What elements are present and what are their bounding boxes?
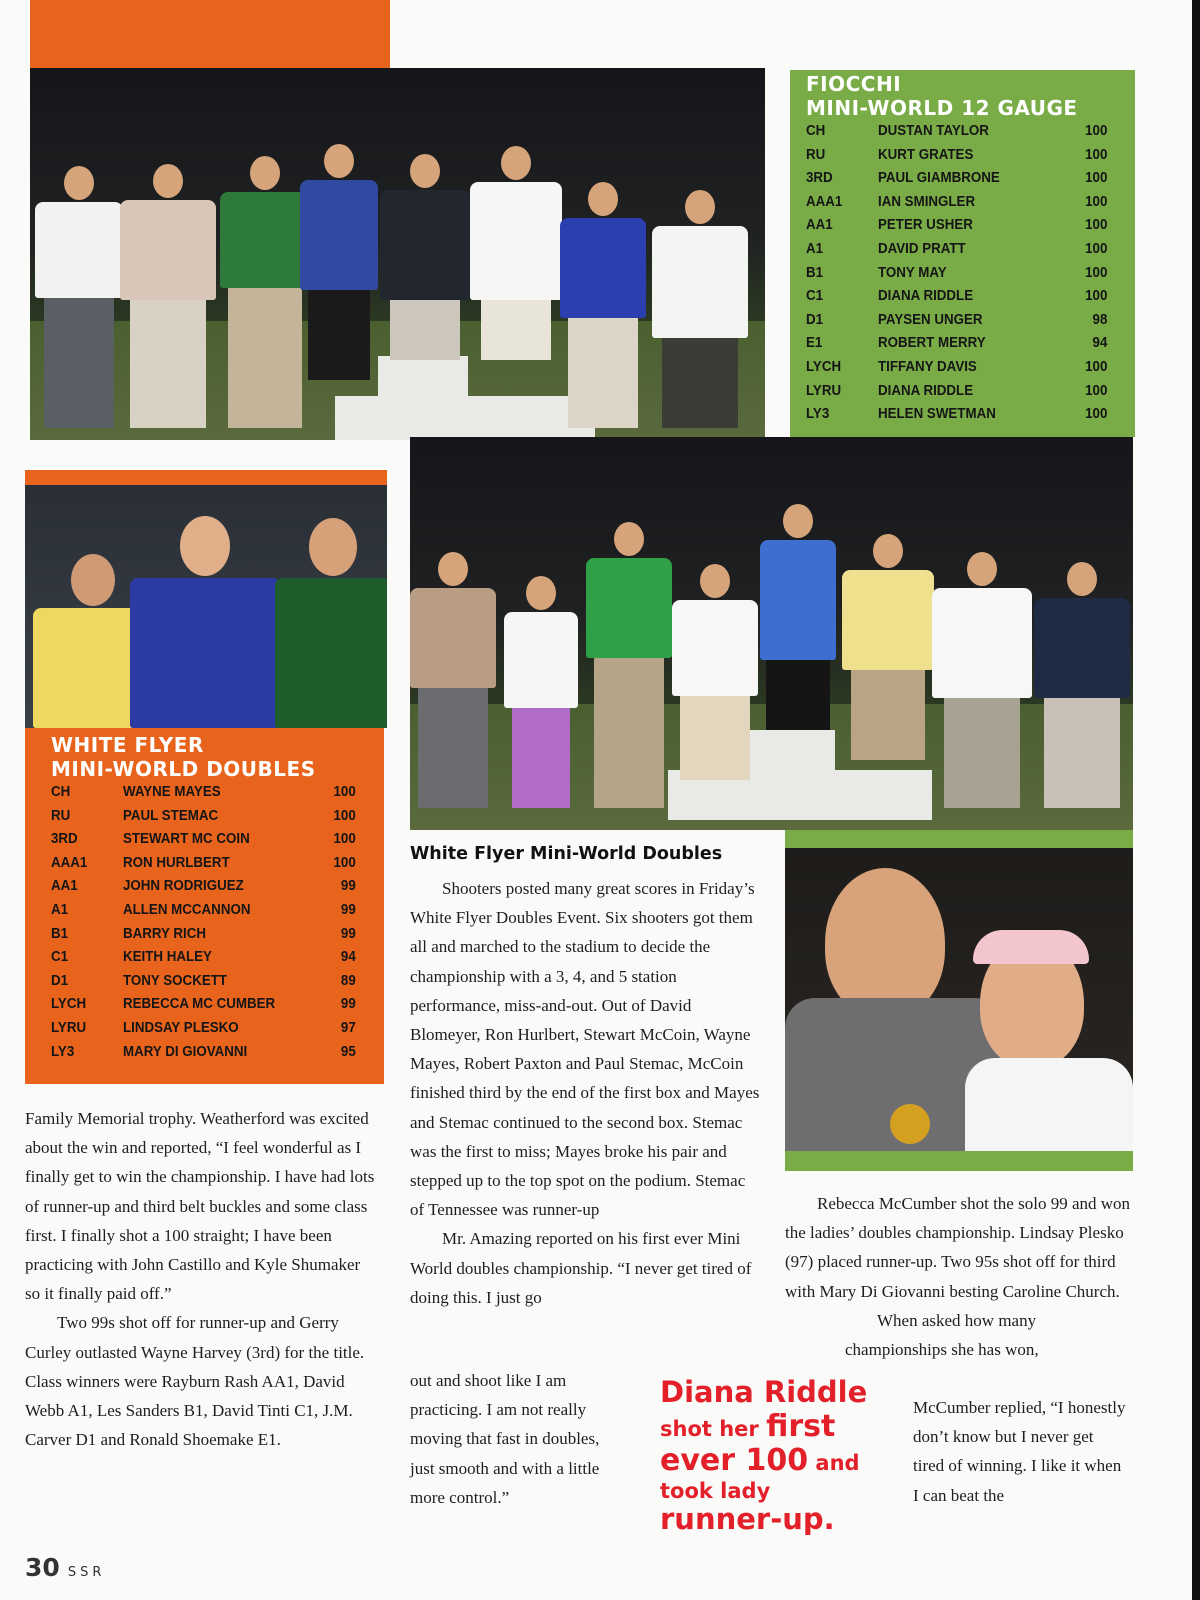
result-row: [51, 781, 356, 805]
person: [220, 156, 310, 428]
page-footer: [25, 1553, 105, 1582]
pullquote-line3b: and: [808, 1451, 860, 1476]
result-row: [51, 1041, 356, 1065]
fiocchi-title-line1: FIOCCHI: [806, 72, 902, 96]
pullquote-line5: runner-up.: [660, 1502, 835, 1537]
photo-ladies-winners: [25, 485, 387, 728]
result-score: 100: [1084, 288, 1107, 305]
person: [965, 1058, 1133, 1151]
result-name: PAUL GIAMBRONE: [878, 170, 1000, 187]
photo-riddle-bottom-strip: [785, 1151, 1133, 1171]
result-class: D1: [806, 311, 824, 328]
result-class: AA1: [806, 217, 833, 234]
result-class: RU: [806, 146, 826, 163]
result-name: LINDSAY PLESKO: [123, 1019, 239, 1036]
result-class: D1: [51, 972, 69, 989]
pullquote-line4: took lady: [660, 1478, 771, 1503]
result-score: 100: [333, 854, 356, 871]
result-score: 100: [1084, 358, 1107, 375]
left-paragraph-2: Two 99s shot off for runner-up and Gerry Curley outlasted Wayne Harvey (3rd) for the title. Class winners were Rayburn Rash AA1, David Webb A1, Les Sanders B1, David Tinti C1, J.M. Carver D1 and Ronald Shoemake E1.: [25, 1313, 365, 1450]
result-name: PETER USHER: [878, 217, 973, 234]
result-score: 100: [1084, 193, 1107, 210]
result-row: [806, 238, 1107, 262]
fiocchi-results-box: [790, 70, 1135, 437]
article-headline: White Flyer Mini-World Doubles: [410, 844, 723, 864]
result-row: [51, 1017, 356, 1041]
result-score: 100: [1084, 123, 1107, 139]
result-name: STEWART MC COIN: [123, 831, 250, 848]
result-score: 100: [1084, 217, 1107, 234]
result-row: [806, 332, 1107, 356]
gold-medal: [890, 1104, 930, 1144]
person: [380, 154, 470, 360]
result-score: 100: [333, 831, 356, 848]
result-class: E1: [806, 335, 823, 352]
result-class: A1: [806, 240, 824, 257]
result-name: TIFFANY DAVIS: [878, 358, 977, 375]
result-class: LYCH: [806, 358, 842, 375]
result-row: [806, 214, 1107, 238]
magazine-name: SSR: [67, 1565, 106, 1580]
pullquote-line3a: ever 100: [660, 1443, 809, 1479]
result-score: 95: [341, 1043, 356, 1060]
result-score: 99: [341, 925, 356, 942]
result-class: LYCH: [51, 996, 87, 1013]
podium-top: [378, 356, 468, 396]
result-row: [51, 970, 356, 994]
result-row: [806, 262, 1107, 286]
podium: [335, 396, 595, 440]
article-right-column: [785, 1189, 1133, 1364]
result-score: 94: [341, 949, 356, 966]
fiocchi-title-line2: MINI-WORLD 12 GAUGE: [806, 96, 1078, 120]
pullquote-line2b: first: [766, 1409, 836, 1445]
result-name: PAUL STEMAC: [123, 807, 219, 824]
result-name: WAYNE MAYES: [123, 784, 221, 800]
photo-riddle-mccumber: [785, 848, 1133, 1151]
result-name: DIANA RIDDLE: [878, 382, 974, 399]
result-score: 100: [1084, 406, 1107, 423]
result-row: [51, 805, 356, 829]
result-name: KURT GRATES: [878, 146, 974, 163]
white-flyer-results-table: [51, 781, 356, 1064]
result-row: [51, 852, 356, 876]
person: [35, 166, 123, 428]
result-name: DAVID PRATT: [878, 240, 966, 257]
person: [1034, 562, 1130, 808]
result-class: LY3: [806, 406, 830, 423]
result-class: LY3: [51, 1043, 75, 1060]
result-row: [51, 899, 356, 923]
result-row: [806, 403, 1107, 427]
person: [842, 534, 934, 760]
result-score: 89: [341, 972, 356, 989]
result-score: 100: [1084, 264, 1107, 281]
result-name: DIANA RIDDLE: [878, 288, 974, 305]
result-score: 98: [1092, 311, 1107, 328]
result-class: LYRU: [51, 1019, 87, 1036]
result-row: [806, 167, 1107, 191]
middle-paragraph-2: Mr. Amazing reported on his first ever Mini World doubles championship. “I never get tired of doing this. I just go: [410, 1229, 752, 1307]
white-flyer-title-line1: WHITE FLYER: [51, 733, 204, 757]
result-name: DUSTAN TAYLOR: [878, 123, 989, 139]
article-middle-column-cont: [410, 1366, 620, 1512]
result-score: 94: [1092, 335, 1107, 352]
pullquote-line2a: shot her: [660, 1417, 767, 1442]
person: [470, 146, 562, 360]
result-name: JOHN RODRIGUEZ: [123, 878, 244, 895]
result-class: A1: [51, 901, 69, 918]
result-name: KEITH HALEY: [123, 949, 212, 966]
article-right-column-cont: [913, 1393, 1128, 1510]
result-class: CH: [51, 784, 71, 800]
result-name: TONY MAY: [878, 264, 947, 281]
result-row: [51, 993, 356, 1017]
person: [504, 576, 578, 808]
person: [825, 868, 945, 1018]
result-row: [806, 144, 1107, 168]
visor: [973, 930, 1089, 964]
result-name: HELEN SWETMAN: [878, 406, 996, 423]
photo-ladies-top-strip: [25, 470, 387, 485]
pullquote: [660, 1376, 900, 1536]
white-flyer-title-line2: MINI-WORLD DOUBLES: [51, 757, 316, 781]
page-number: 30: [25, 1553, 60, 1582]
person: [120, 164, 216, 428]
result-class: CH: [806, 123, 826, 139]
result-name: RON HURLBERT: [123, 854, 230, 871]
result-score: 99: [341, 996, 356, 1013]
right-paragraph-1: Rebecca McCumber shot the solo 99 and won the ladies’ doubles championship. Lindsay Plesko (97) placed runner-up. Two 95s shot off for third with Mary Di Giovanni besting Caroline Church.: [785, 1194, 1131, 1301]
result-score: 100: [1084, 170, 1107, 187]
article-middle-column: [410, 874, 762, 1312]
result-class: C1: [51, 949, 69, 966]
middle-paragraph-2-cont: out and shoot like I am practicing. I am not really moving that fast in doubles, just smooth and with a little more control.”: [410, 1371, 600, 1507]
pullquote-line1: Diana Riddle: [660, 1375, 868, 1409]
result-class: AA1: [51, 878, 78, 895]
result-row: [806, 380, 1107, 404]
result-name: BARRY RICH: [123, 925, 207, 942]
podium-top: [745, 730, 835, 770]
right-paragraph-2: When asked how many championships she has won,: [845, 1310, 1039, 1360]
fiocchi-results-table: [806, 120, 1107, 427]
person: [672, 564, 758, 780]
result-class: AAA1: [806, 193, 843, 210]
middle-paragraph-1: Shooters posted many great scores in Friday’s White Flyer Doubles Event. Six shooters got them all and marched to the stadium to decide the championship with a 3, 4, and 5 station performance, miss-and-out. Out of David Blomeyer, Ron Hurlbert, Stewart McCoin, Wayne Mayes, Robert Paxton and Paul Stemac, McCoin finished third by the end of the first box and Mayes and Stemac continued to the second box. Stemac was the first to miss; Mayes broke his pair and stepped up to the top spot on the podium. Stemac of Tennessee was runner-up: [410, 879, 760, 1220]
person: [760, 504, 836, 730]
result-row: [51, 923, 356, 947]
result-row: [806, 285, 1107, 309]
result-class: 3RD: [806, 170, 833, 187]
result-name: PAYSEN UNGER: [878, 311, 983, 328]
result-row: [51, 946, 356, 970]
result-score: 100: [333, 784, 356, 800]
person: [275, 518, 387, 728]
result-score: 97: [341, 1019, 356, 1036]
result-name: ALLEN MCCANNON: [123, 901, 251, 918]
person: [932, 552, 1032, 808]
photo-doubles-winners: [410, 437, 1133, 830]
result-row: [51, 828, 356, 852]
article-left-column: [25, 1104, 377, 1454]
result-class: B1: [51, 925, 69, 942]
result-score: 100: [333, 807, 356, 824]
person: [652, 190, 748, 428]
result-row: [806, 191, 1107, 215]
result-class: AAA1: [51, 854, 88, 871]
result-row: [806, 309, 1107, 333]
photo-doubles-bottom-strip: [785, 830, 1133, 848]
result-name: ROBERT MERRY: [878, 335, 986, 352]
result-class: 3RD: [51, 831, 78, 848]
photo-fiocchi-winners: [30, 68, 765, 440]
top-orange-bar: [30, 0, 390, 68]
person: [560, 182, 646, 428]
person: [586, 522, 672, 808]
result-name: TONY SOCKETT: [123, 972, 228, 989]
result-score: 100: [1084, 382, 1107, 399]
result-row: [806, 120, 1107, 144]
result-score: 99: [341, 901, 356, 918]
result-row: [51, 875, 356, 899]
person: [300, 144, 378, 380]
left-paragraph-1: Family Memorial trophy. Weatherford was excited about the win and reported, “I feel wonderful as I finally get to win the championship. I have had lots of runner-up and third belt buckles and some class first. I finally shot a 100 straight; I have been practicing with John Castillo and Kyle Shumaker so it finally paid off.”: [25, 1109, 375, 1304]
white-flyer-results-box: [25, 728, 384, 1084]
result-class: RU: [51, 807, 71, 824]
right-paragraph-2-cont: McCumber replied, “I honestly don’t know but I never get tired of winning. I like it when I can beat the: [913, 1398, 1126, 1505]
result-class: B1: [806, 264, 824, 281]
result-row: [806, 356, 1107, 380]
result-class: C1: [806, 288, 824, 305]
person: [130, 516, 280, 728]
page-edge: [1192, 0, 1200, 1600]
result-name: IAN SMINGLER: [878, 193, 976, 210]
result-score: 99: [341, 878, 356, 895]
person: [410, 552, 496, 808]
result-score: 100: [1084, 240, 1107, 257]
result-name: MARY DI GIOVANNI: [123, 1043, 248, 1060]
result-name: REBECCA MC CUMBER: [123, 996, 276, 1013]
result-class: LYRU: [806, 382, 842, 399]
result-score: 100: [1084, 146, 1107, 163]
